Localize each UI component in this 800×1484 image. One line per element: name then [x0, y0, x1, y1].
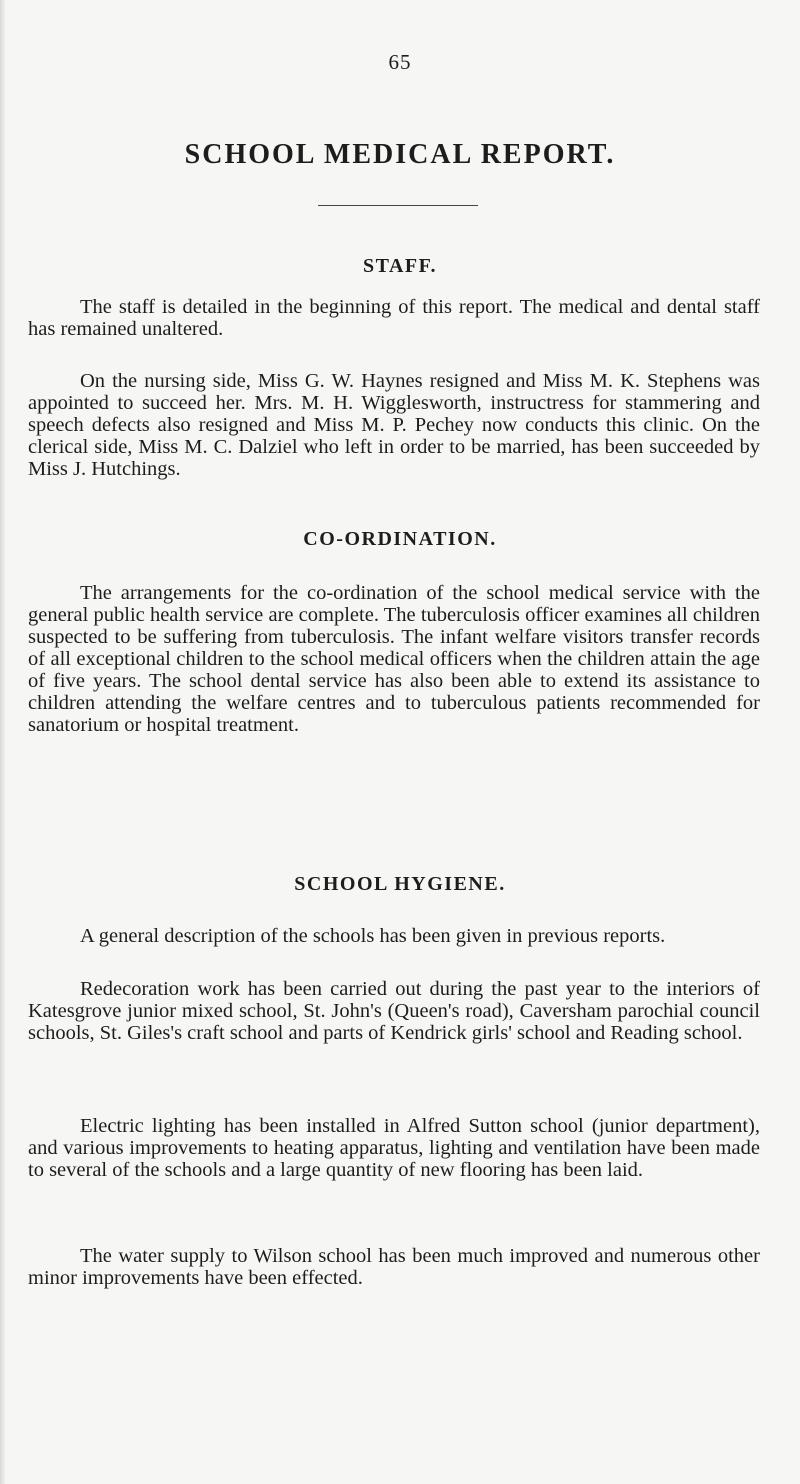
hygiene-paragraph-4: The water supply to Wilson school has been much improved and numerous other minor improvements have been effected.: [28, 1245, 760, 1289]
section-heading-school-hygiene: SCHOOL HYGIENE.: [294, 873, 506, 895]
hygiene-paragraph-2: Redecoration work has been carried out during the past year to the interiors of Katesgrove junior mixed school, St. John's (Queen's road), Caversham parochial council schools, St. Giles's craft school and parts of Kendrick girls' school and Reading school.: [28, 978, 760, 1044]
section-heading-coordination: CO-ORDINATION.: [303, 528, 497, 550]
report-title: SCHOOL MEDICAL REPORT.: [184, 139, 616, 170]
page-binding-edge: [0, 0, 6, 1484]
section-heading-staff: STAFF.: [362, 255, 438, 277]
hygiene-paragraph-1: A general description of the schools has been given in previous reports.: [80, 925, 666, 947]
page-number: 65: [388, 50, 412, 74]
title-divider: [318, 205, 478, 206]
coordination-paragraph-1: The arrangements for the co-ordination of the school medical service with the general public health service are complete. The tuberculosis officer examines all children suspected to be suffering from tuberculosis. The infant welfare visitors transfer records of all exceptional children to the school medical officers when the children attain the age of five years. The school dental service has also been able to extend its assistance to children attending the welfare centres and to tuberculous patients recommended for sanatorium or hospital treatment.: [28, 582, 760, 736]
hygiene-paragraph-3: Electric lighting has been installed in Alfred Sutton school (junior department), and various improvements to heating apparatus, lighting and ventilation have been made to several of the schools and a large quantity of new flooring has been laid.: [28, 1115, 760, 1181]
staff-paragraph-2: On the nursing side, Miss G. W. Haynes resigned and Miss M. K. Stephens was appointed to succeed her. Mrs. M. H. Wigglesworth, instructress for stammering and speech defects also resigned and Miss M. P. Pechey now conducts this clinic. On the clerical side, Miss M. C. Dalziel who left in order to be married, has been succeeded by Miss J. Hutchings.: [28, 370, 760, 480]
staff-paragraph-1: The staff is detailed in the beginning of this report. The medical and dental staff has remained unaltered.: [28, 296, 760, 340]
